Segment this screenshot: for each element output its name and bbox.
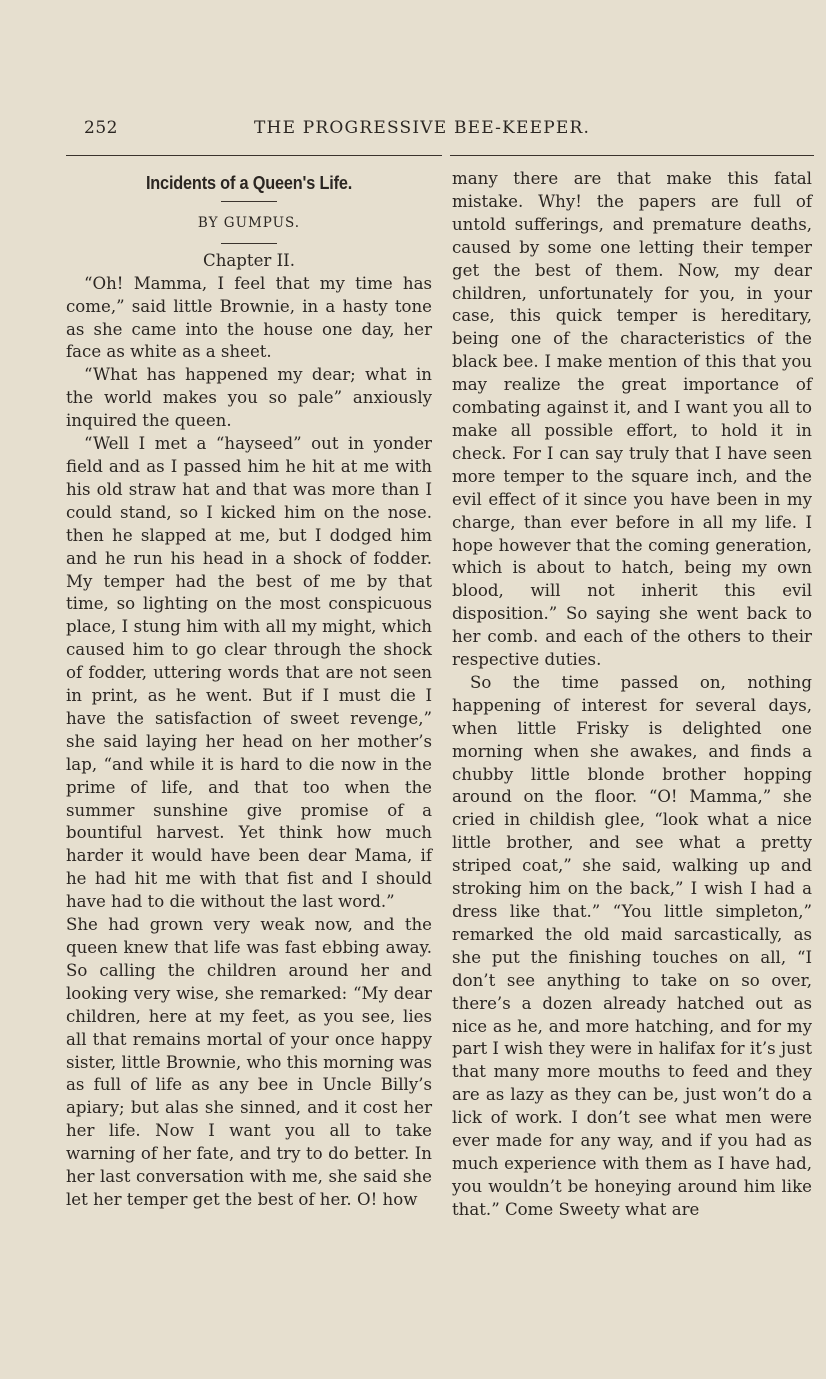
header-rule-left (66, 155, 442, 156)
header-rule-right (450, 155, 814, 156)
paragraph: “Oh! Mamma, I feel that my time has come,” said little Brownie, in a hasty tone as she came into the house one day, her face as white as a sheet. (66, 273, 432, 362)
article-title: Incidents of a Queen's Life. (145, 172, 353, 193)
paragraph: many there are that make this fatal mistake. Why! the papers are full of untold sufferings, and premature deaths, caused by some one letting their temper get the best of them. Now, my dear children, unfortunately for you, in your case, this quick temper is hereditary, being one of the characteristics of the black bee. I make mention of this that you may realize the great importance of combating against it, and I want you all to make all possible effort, to hold it in check. For I can say truly that I have seen more temper to the square inch, and the evil effect of it since you have been in my charge, than ever before in all my life. I hope however that the coming generation, which is about to hatch, being my own blood, will not inherit this evil disposition.” So saying she went back to her comb. and each of the others to their respective duties. (452, 169, 812, 670)
byline-divider (221, 243, 277, 244)
right-column (452, 168, 812, 1222)
chapter-heading: Chapter II. (203, 250, 295, 270)
left-column (66, 168, 432, 1212)
paragraph: She had grown very weak now, and the queen knew that life was fast ebbing away. So calling the children around her and looking very wise, she remarked: “My dear children, here at my feet, as you see, lies all that remains mortal of your once happy sister, little Brownie, who this morning was as full of life as any bee in Uncle Billy’s apiary; but alas she sinned, and it cost her her life. Now I want you all to take warning of her fate, and try to do better. In her last conversation with me, she said she let her temper get the best of her. O! how (66, 915, 432, 1209)
paragraph: “Well I met a “hayseed” out in yonder field and as I passed him he hit at me with his old straw hat and that was more than I could stand, so I kicked him on the nose. then he slapped at me, but I dodged him and he run his head in a shock of fodder. My temper had the best of me by that time, so lighting on the most conspicuous place, I stung him with all my might, which caused him to go clear through the shock of fodder, uttering words that are not seen in print, as he went. But if I must die I have the satisfaction of sweet revenge,” she said laying her head on her mother’s lap, “and while it is hard to die now in the prime of life, and that too when the summer sunshine give promise of a bountiful harvest. Yet think how much harder it would have been dear Mama, if he had hit me with that fist and I should have had to die without the last word.” (66, 434, 432, 912)
running-head: THE PROGRESSIVE BEE-KEEPER. (254, 118, 591, 138)
byline: BY GUMPUS. (197, 214, 301, 231)
page-number: 252 (84, 118, 118, 138)
paragraph: “What has happened my dear; what in the world makes you so pale” anxiously inquired the queen. (66, 365, 432, 431)
page-header (84, 118, 764, 140)
paragraph: So the time passed on, nothing happening of interest for several days, when little Frisky is delighted one morning when she awakes, and finds a chubby little blonde brother hopping around on the floor. “O! Mamma,” she cried in childish glee, “look what a nice little brother, and see what a pretty striped coat,” she said, walking up and stroking him on the back,” I wish I had a dress like that.” “You little simpleton,” remarked the old maid sarcastically, as she put the finishing touches on all, “I don’t see anything to take on so over, there’s a dozen already hatched out as nice as he, and more hatching, and for my part I wish they were in halifax for it’s just that many more mouths to feed and they are as lazy as they can be, just won’t do a lick of work. I don’t see what men were ever made for any way, and if you had as much experience with them as I have had, you wouldn’t be honeying around him like that.” Come Sweety what are (452, 672, 812, 1219)
title-divider (221, 201, 277, 202)
